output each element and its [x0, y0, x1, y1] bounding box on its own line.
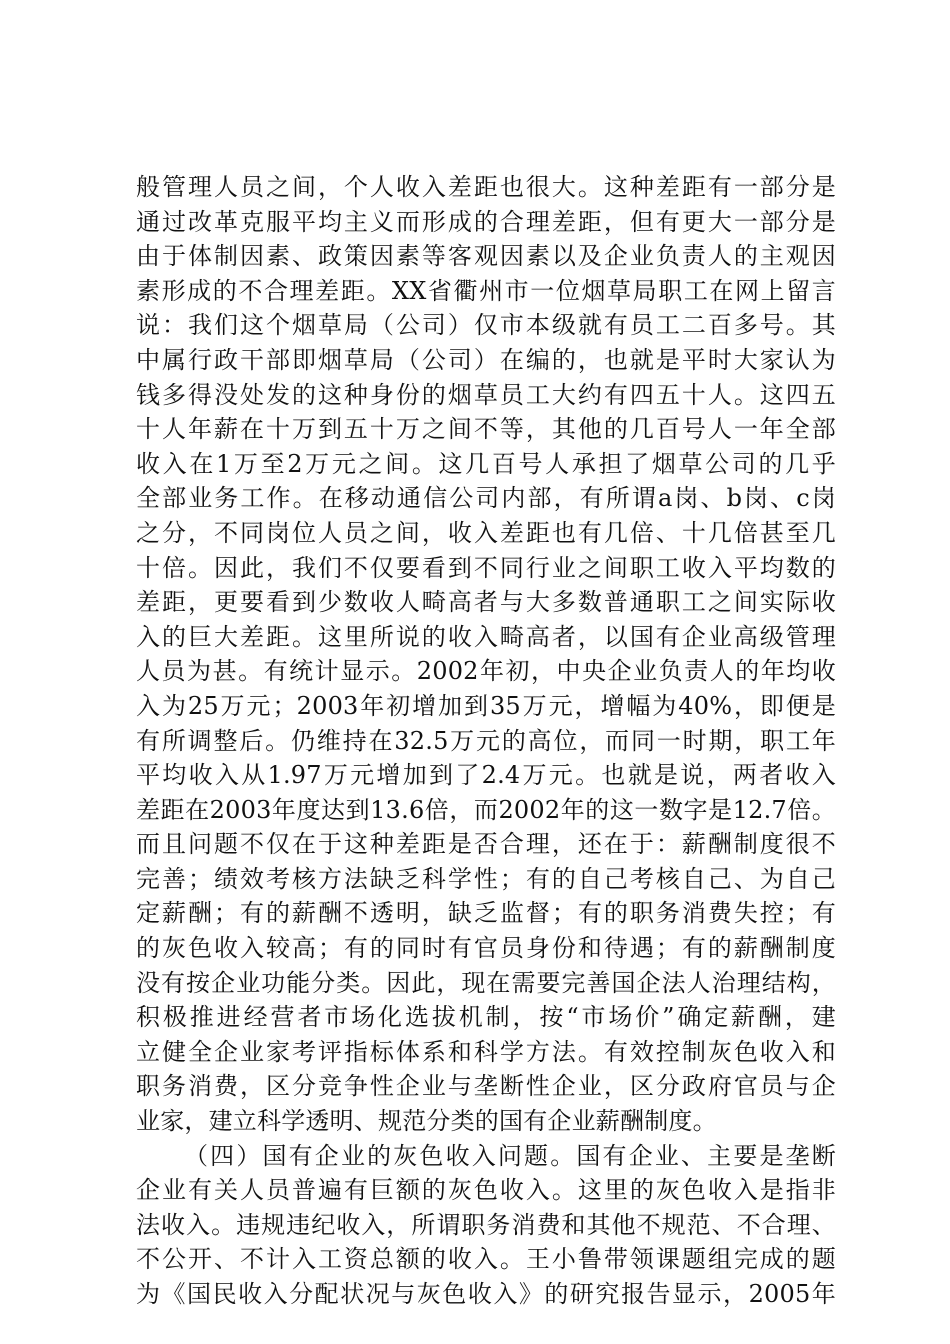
text-line: 业家，建立科学透明、规范分类的国有企业薪酬制度。	[136, 1107, 717, 1136]
text-line: 企业有关人员普遍有巨额的灰色收入。这里的灰色收入是指非	[136, 1176, 836, 1205]
text-line: 有所调整后。仍维持在32.5万元的高位，而同一时期，职工年	[136, 726, 836, 755]
text-line: 中属行政干部即烟草局（公司）在编的，也就是平时大家认为	[136, 345, 836, 374]
text-line: 说：我们这个烟草局（公司）仅市本级就有员工二百多号。其	[136, 311, 836, 340]
text-line: 通过改革克服平均主义而形成的合理差距，但有更大一部分是	[136, 207, 836, 236]
body-text	[136, 170, 836, 1312]
text-line: 收入在1万至2万元之间。这几百号人承担了烟草公司的几乎	[136, 449, 836, 478]
text-line: 般管理人员之间，个人收入差距也很大。这种差距有一部分是	[136, 173, 836, 201]
text-line: 为《国民收入分配状况与灰色收入》的研究报告显示，2005年	[136, 1280, 836, 1308]
text-line: 没有按企业功能分类。因此，现在需要完善国企法人治理结构，	[136, 968, 836, 997]
text-line: 由于体制因素、政策因素等客观因素以及企业负责人的主观因	[136, 242, 836, 271]
text-line: 钱多得没处发的这种身份的烟草员工大约有四五十人。这四五	[136, 380, 836, 409]
text-line: 完善；绩效考核方法缺乏科学性；有的自己考核自己、为自己	[136, 864, 836, 893]
text-line: 入为25万元；2003年初增加到35万元，增幅为40%，即便是	[136, 691, 836, 720]
text-line: 全部业务工作。在移动通信公司内部，有所谓a岗、b岗、c岗	[136, 484, 836, 513]
text-line: 差距，更要看到少数收人畸高者与大多数普通职工之间实际收	[136, 588, 836, 617]
text-line: 十倍。因此，我们不仅要看到不同行业之间职工收入平均数的	[136, 553, 836, 582]
text-line: 不公开、不计入工资总额的收入。王小鲁带领课题组完成的题	[136, 1245, 836, 1274]
text-line: 十人年薪在十万到五十万之间不等，其他的几百号人一年全部	[136, 415, 836, 444]
text-line: 差距在2003年度达到13.6倍，而2002年的这一数字是12.7倍。	[136, 795, 836, 824]
text-line: 职务消费，区分竞争性企业与垄断性企业，区分政府官员与企	[136, 1072, 836, 1101]
text-line: 而且问题不仅在于这种差距是否合理，还在于：薪酬制度很不	[136, 830, 836, 859]
text-line: 之分，不同岗位人员之间，收入差距也有几倍、十几倍甚至几	[136, 518, 836, 547]
text-line: 入的巨大差距。这里所说的收入畸高者，以国有企业高级管理	[136, 622, 836, 651]
paragraph-heading-line: （四）国有企业的灰色收入问题。国有企业、主要是垄断	[184, 1141, 836, 1170]
text-line: 的灰色收入较高；有的同时有官员身份和待遇；有的薪酬制度	[136, 934, 836, 963]
text-line: 法收入。违规违纪收入，所谓职务消费和其他不规范、不合理、	[136, 1210, 836, 1239]
text-line: 人员为甚。有统计显示。2002年初，中央企业负责人的年均收	[136, 657, 836, 686]
text-line: 平均收入从1.97万元增加到了2.4万元。也就是说，两者收入	[136, 761, 836, 790]
text-line: 定薪酬；有的薪酬不透明，缺乏监督；有的职务消费失控；有	[136, 899, 836, 928]
text-line: 素形成的不合理差距。XX省衢州市一位烟草局职工在网上留言	[136, 276, 836, 305]
text-line: 积极推进经营者市场化选拔机制，按“市场价”确定薪酬，建	[136, 1003, 836, 1032]
text-line: 立健全企业家考评指标体系和科学方法。有效控制灰色收入和	[136, 1037, 836, 1066]
